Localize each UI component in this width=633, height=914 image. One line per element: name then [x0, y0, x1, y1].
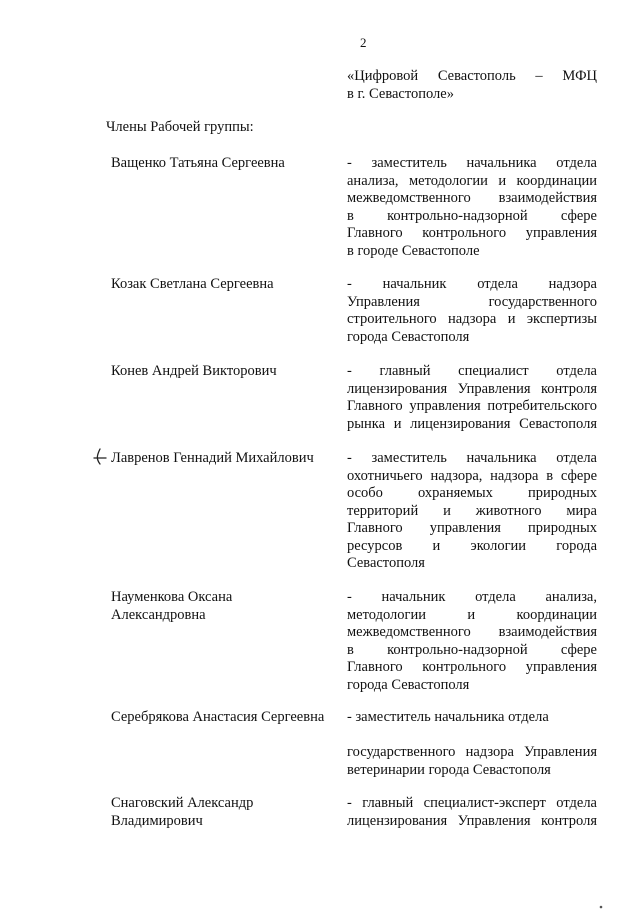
member-role-line: в городе Севастополе: [347, 242, 480, 259]
member-role-line: лицензирования Управления контроля: [347, 380, 597, 397]
member-role: [347, 450, 597, 573]
members-heading: Члены Рабочей группы:: [106, 119, 254, 135]
member-role-line: лицензирования Управления контроля: [347, 812, 597, 829]
member-name: [111, 155, 341, 173]
member-role: [347, 276, 597, 346]
member-name-line: Владимирович: [111, 812, 203, 829]
member-role-line: методологии и координации: [347, 606, 597, 623]
continuation-line: в г. Севастополе»: [347, 86, 454, 102]
member-name: [111, 709, 341, 727]
member-role: [347, 589, 597, 694]
member-role-line: особо охраняемых природных: [347, 485, 597, 501]
member-role-line: - заместитель начальника отдела: [347, 709, 549, 725]
continuation-text: [347, 67, 597, 103]
continuation-line: «Цифровой Севастополь – МФЦ: [347, 68, 597, 84]
member-name-line: Александровна: [111, 606, 206, 623]
member-role-line: - заместитель начальника отдела: [347, 450, 597, 466]
member-role-line: охотничьего надзора, надзора в сфере: [347, 467, 597, 484]
member-role-line: города Севастополя: [347, 328, 470, 345]
member-role-line: строительного надзора и экспертизы: [347, 311, 597, 327]
member-name-line: Козак Светлана Сергеевна: [111, 276, 274, 292]
member-name: [111, 363, 341, 381]
member-name-line: Серебрякова Анастасия Сергеевна: [111, 709, 325, 725]
member-role-line: [347, 727, 597, 745]
member-role-line: ресурсов и экологии города: [347, 537, 597, 554]
member-name-line: Ващенко Татьяна Сергеевна: [111, 155, 285, 171]
handwritten-mark-icon: [91, 447, 109, 467]
member-name-line: Конев Андрей Викторович: [111, 363, 277, 379]
member-role-line: анализа, методологии и координации: [347, 172, 597, 189]
member-role: [347, 709, 597, 779]
member-role-line: Главного контрольного управления: [347, 225, 597, 241]
member-role-line: межведомственного взаимодействия: [347, 624, 597, 640]
member-role-line: - главный специалист-эксперт отдела: [347, 795, 597, 811]
member-name: [111, 276, 341, 294]
scan-speck: [598, 896, 604, 900]
member-role-line: - главный специалист отдела: [347, 363, 597, 379]
member-role-line: Управления государственного: [347, 293, 597, 310]
member-role: [347, 795, 597, 830]
member-role-line: рынка и лицензирования Севастополя: [347, 415, 597, 432]
member-role-line: - заместитель начальника отдела: [347, 155, 597, 171]
member-role-line: территорий и животного мира: [347, 502, 597, 519]
member-role-line: - начальник отдела надзора: [347, 276, 597, 292]
member-role: [347, 363, 597, 433]
member-role-line: Главного управления природных: [347, 520, 597, 536]
member-name-line: Науменкова Оксана: [111, 589, 233, 605]
member-role-line: Главного управления потребительского: [347, 398, 597, 414]
member-role: [347, 155, 597, 260]
member-name: [111, 795, 341, 830]
member-role-line: Главного контрольного управления: [347, 659, 597, 675]
member-name: [111, 589, 341, 624]
member-role-line: города Севастополя: [347, 676, 470, 693]
member-name-line: Лавренов Геннадий Михайлович: [111, 450, 314, 466]
member-role-line: межведомственного взаимодействия: [347, 190, 597, 206]
page-number: 2: [360, 35, 367, 50]
member-role-line: Севастополя: [347, 555, 425, 571]
member-role-line: ветеринарии города Севастополя: [347, 761, 551, 778]
member-name-line: Снаговский Александр: [111, 795, 254, 811]
member-role-line: в контрольно-надзорной сфере: [347, 207, 597, 224]
member-name: [111, 450, 341, 468]
member-role-line: в контрольно-надзорной сфере: [347, 641, 597, 658]
member-role-line: - начальник отдела анализа,: [347, 589, 597, 605]
member-role-line: государственного надзора Управления: [347, 744, 597, 760]
